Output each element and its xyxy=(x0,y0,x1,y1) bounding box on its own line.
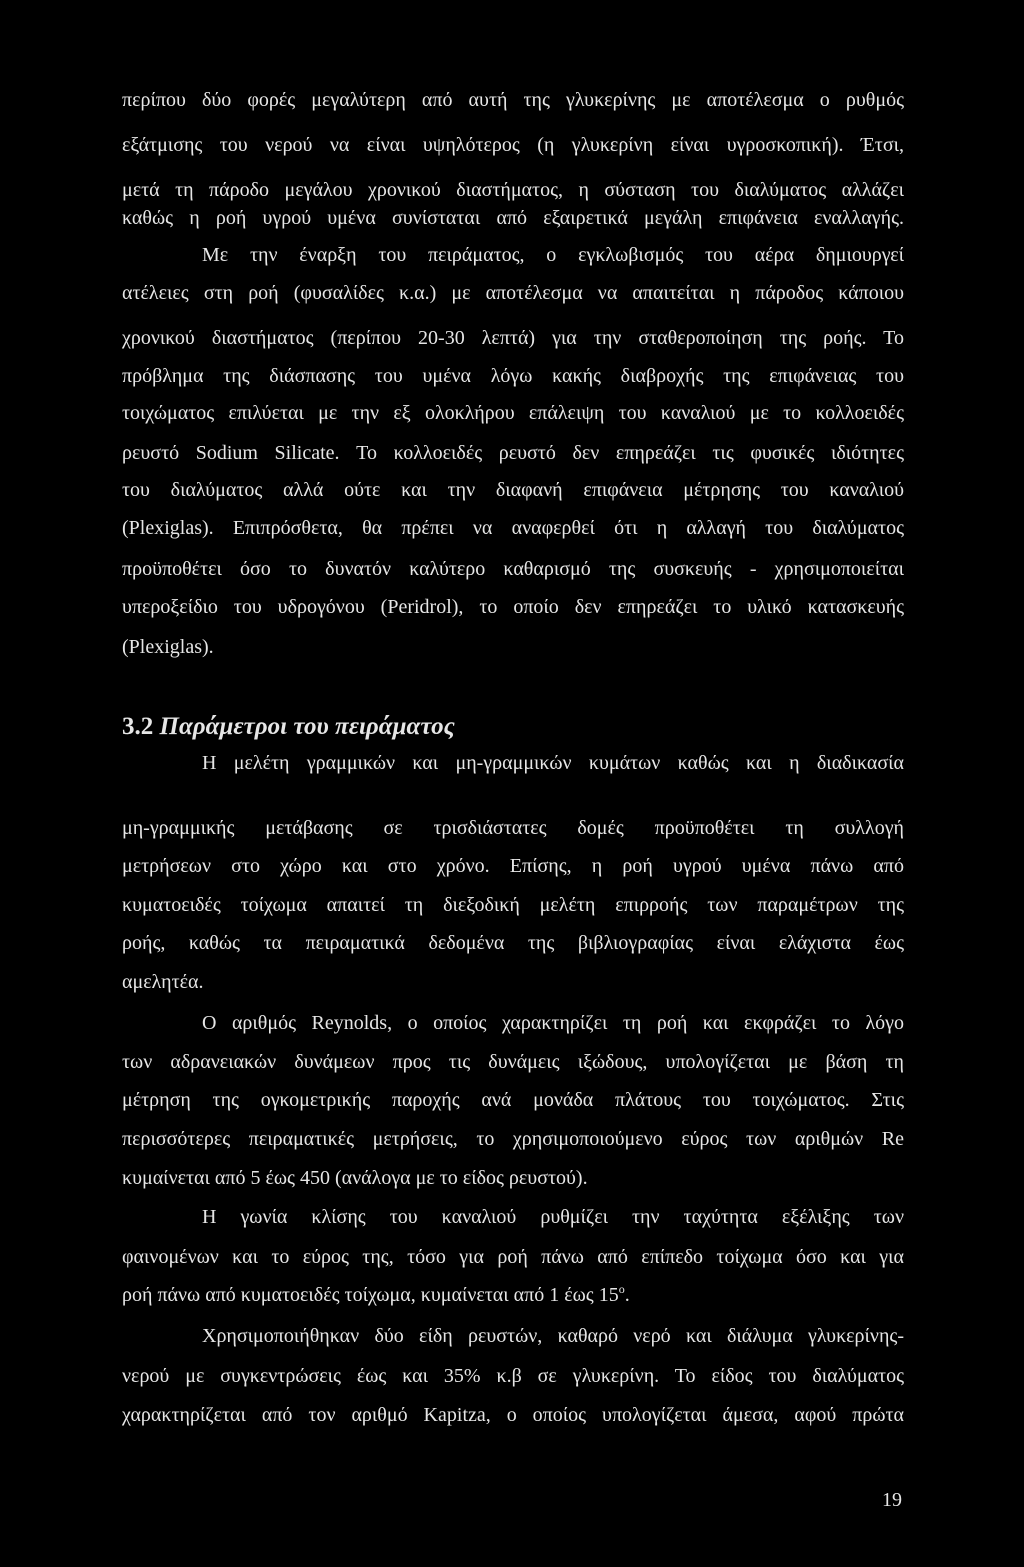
text-line xyxy=(122,1283,904,1307)
text-line: αμελητέα. xyxy=(122,971,204,993)
text-line: μέτρηση της ογκομετρικής παροχής ανά μονάδα πλάτους του τοιχώματος. Στις xyxy=(122,1089,904,1111)
text-span: ροή πάνω από κυματοειδές τοίχωμα, κυμαίνεται από 1 έως 15 xyxy=(122,1284,619,1306)
text-line: φαινομένων και το εύρος της, τόσο για ροή πάνω από επίπεδο τοίχωμα όσο και για xyxy=(122,1246,904,1268)
text-line: τοιχώματος επιλύεται με την εξ ολοκλήρου επάλειψη του καναλιού με το κολλοειδές xyxy=(122,402,904,424)
text-line: καθώς η ροή υγρού υμένα συνίσταται από εξαιρετικά μεγάλη επιφάνεια εναλλαγής. xyxy=(122,207,904,229)
text-line: μετρήσεων στο χώρο και στο χρόνο. Επίσης, η ροή υγρού υμένα πάνω από xyxy=(122,855,904,877)
text-line: προϋποθέτει όσο το δυνατόν καλύτερο καθαρισμό της συσκευής - χρησιμοποιείται xyxy=(122,558,904,580)
section-heading xyxy=(122,713,455,741)
text-line: Η γωνία κλίσης του καναλιού ρυθμίζει την ταχύτητα εξέλιξης των xyxy=(202,1206,904,1228)
text-line: υπεροξείδιο του υδρογόνου (Peridrol), το οποίο δεν επηρεάζει το υλικό κατασκευής xyxy=(122,596,904,618)
text-line: Με την έναρξη του πειράματος, ο εγκλωβισμός του αέρα δημιουργεί xyxy=(202,244,904,266)
text-line: χαρακτηρίζεται από τον αριθμό Kapitza, ο οποίος υπολογίζεται άμεσα, αφού πρώτα xyxy=(122,1404,904,1426)
text-span: . xyxy=(624,1284,630,1306)
text-line: πρόβλημα της διάσπασης του υμένα λόγω κακής διαβροχής της επιφάνειας του xyxy=(122,365,904,387)
text-line: περισσότερες πειραματικές μετρήσεις, το χρησιμοποιούμενο εύρος των αριθμών Re xyxy=(122,1128,904,1150)
text-line: των αδρανειακών δυνάμεων προς τις δυνάμεις ιξώδους, υπολογίζεται με βάση τη xyxy=(122,1051,904,1073)
text-line: ατέλειες στη ροή (φυσαλίδες κ.α.) με αποτέλεσμα να απαιτείται η πάροδος κάποιου xyxy=(122,282,904,304)
text-line: του διαλύματος αλλά ούτε και την διαφανή επιφάνεια μέτρησης του καναλιού xyxy=(122,479,904,501)
text-line: μετά τη πάροδο μεγάλου χρονικού διαστήματος, η σύσταση του διαλύματος αλλάζει xyxy=(122,179,904,201)
text-line: χρονικού διαστήματος (περίπου 20-30 λεπτά) για την σταθεροποίηση της ροής. Το xyxy=(122,327,904,349)
section-title: Παράμετροι του πειράματος xyxy=(159,713,455,740)
section-number: 3.2 xyxy=(122,713,154,740)
text-line: (Plexiglas). Επιπρόσθετα, θα πρέπει να αναφερθεί ότι η αλλαγή του διαλύματος xyxy=(122,517,904,539)
text-line: ρευστό Sodium Silicate. Το κολλοειδές ρευστό δεν επηρεάζει τις φυσικές ιδιότητες xyxy=(122,442,904,464)
text-line: νερού με συγκεντρώσεις έως και 35% κ.β σε γλυκερίνη. Το είδος του διαλύματος xyxy=(122,1365,904,1387)
text-line: περίπου δύο φορές μεγαλύτερη από αυτή της γλυκερίνης με αποτέλεσμα ο ρυθμός xyxy=(122,89,904,111)
text-line: κυμαίνεται από 5 έως 450 (ανάλογα με το είδος ρευστού). xyxy=(122,1167,588,1189)
text-line: Η μελέτη γραμμικών και μη-γραμμικών κυμάτων καθώς και η διαδικασία xyxy=(202,752,904,774)
text-line: κυματοειδές τοίχωμα απαιτεί τη διεξοδική μελέτη επιρροής των παραμέτρων της xyxy=(122,894,904,916)
degree-superscript: o xyxy=(618,1282,625,1296)
text-line: εξάτμισης του νερού να είναι υψηλότερος (η γλυκερίνη είναι υγροσκοπική). Έτσι, xyxy=(122,134,904,156)
text-line: (Plexiglas). xyxy=(122,636,214,658)
text-line: ροής, καθώς τα πειραματικά δεδομένα της βιβλιογραφίας είναι ελάχιστα έως xyxy=(122,932,904,954)
text-line: Χρησιμοποιήθηκαν δύο είδη ρευστών, καθαρό νερό και διάλυμα γλυκερίνης- xyxy=(202,1325,904,1347)
page-number: 19 xyxy=(882,1489,902,1511)
text-line: μη-γραμμικής μετάβασης σε τρισδιάστατες δομές προϋποθέτει τη συλλογή xyxy=(122,817,904,839)
text-line: Ο αριθμός Reynolds, ο οποίος χαρακτηρίζει τη ροή και εκφράζει το λόγο xyxy=(202,1012,904,1034)
